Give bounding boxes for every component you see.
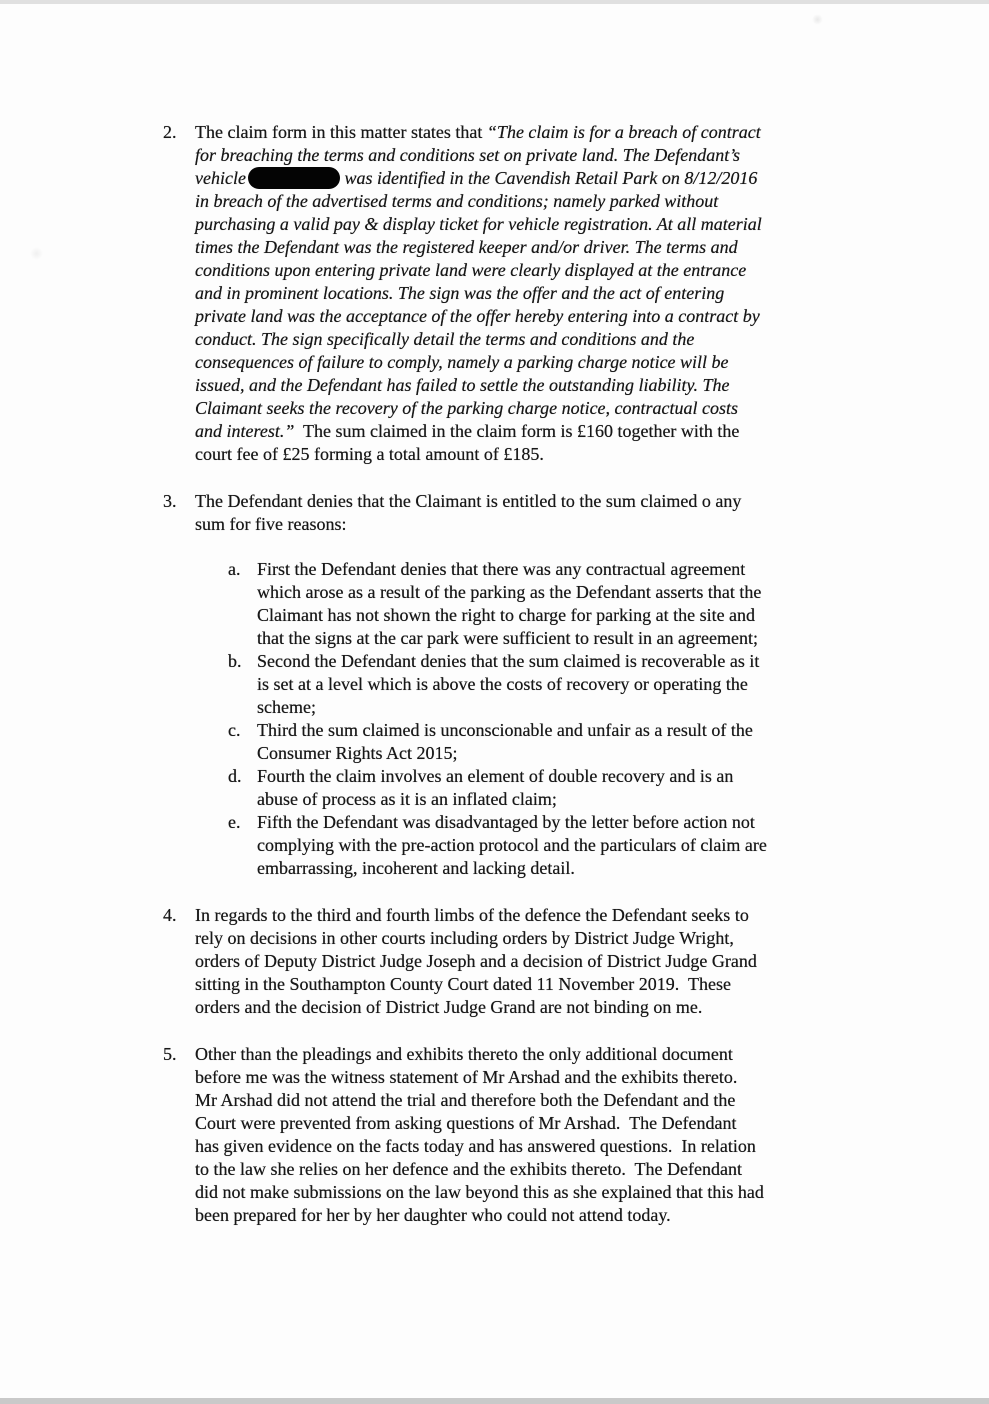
paragraph-number: 2. [163,122,177,142]
text-line [195,121,853,144]
list-item-e [228,811,853,880]
paragraph-text [195,904,853,1019]
reasons-list [228,558,853,880]
text-line: conditions upon entering private land were clearly displayed at the entrance [195,260,747,280]
list-item-b [228,650,853,719]
text-line: Claimant has not shown the right to charge for parking at the site and [257,605,756,625]
text-line: sitting in the Southampton County Court dated 11 November 2019. These [195,974,731,994]
text-line: orders and the decision of District Judge Grand are not binding on me. [195,997,703,1017]
text-line: did not make submissions on the law beyond this as she explained that this had [195,1182,764,1202]
list-item-a [228,558,853,650]
paragraph-text [195,121,853,466]
item-letter: a. [228,559,241,579]
text-line: Second the Defendant denies that the sum claimed is recoverable as it [257,651,760,671]
item-letter: c. [228,720,241,740]
text-line: been prepared for her by her daughter who could not attend today. [195,1205,671,1225]
text-line: which arose as a result of the parking as the Defendant asserts that the [257,582,762,602]
text-line: that the signs at the car park were sufficient to result in an agreement; [257,628,758,648]
text-line: complying with the pre-action protocol and the particulars of claim are [257,835,767,855]
paragraph-5 [163,1043,853,1227]
scan-speck [812,14,823,25]
text-line: Mr Arshad did not attend the trial and therefore both the Defendant and the [195,1090,736,1110]
text-line: is set at a level which is above the costs of recovery or operating the [257,674,748,694]
text-line: The Defendant denies that the Claimant is entitled to the sum claimed o any [195,491,742,511]
text-run: The claim form in this matter states that [195,122,487,142]
text-line: purchasing a valid pay & display ticket for vehicle registration. At all material [195,214,762,234]
text-run: The sum claimed in the claim form is £160 together with the [294,421,740,441]
item-letter: e. [228,812,241,832]
text-line [195,420,853,443]
text-line: for breaching the terms and conditions set on private land. The Defendant’s [195,145,740,165]
text-line: sum for five reasons: [195,514,347,534]
item-text [257,558,853,650]
text-line: issued, and the Defendant has failed to settle the outstanding liability. The [195,375,730,395]
text-line: Claimant seeks the recovery of the parking charge notice, contractual costs [195,398,739,418]
scan-edge-top [0,0,989,4]
text-line: Third the sum claimed is unconscionable and unfair as a result of the [257,720,753,740]
redaction-bar [248,167,340,189]
text-run: vehicle [195,168,246,188]
text-line [195,167,853,190]
text-line: and in prominent locations. The sign was the offer and the act of entering [195,283,725,303]
text-line: to the law she relies on her defence and the exhibits thereto. The Defendant [195,1159,742,1179]
text-line: orders of Deputy District Judge Joseph and a decision of District Judge Grand [195,951,757,971]
scan-speck [30,247,43,260]
text-line: Court were prevented from asking questions of Mr Arshad. The Defendant [195,1113,737,1133]
text-line: scheme; [257,697,316,717]
scan-edge-bottom [0,1398,989,1404]
paragraph-2 [163,121,853,466]
paragraph-text [195,490,853,880]
item-letter: d. [228,766,242,786]
text-line: First the Defendant denies that there was any contractual agreement [257,559,746,579]
text-line: private land was the acceptance of the offer hereby entering into a contract by [195,306,760,326]
list-item-d [228,765,853,811]
paragraph-number: 4. [163,905,177,925]
text-line: before me was the witness statement of Mr Arshad and the exhibits thereto. [195,1067,738,1087]
paragraph-3 [163,490,853,880]
text-line: in breach of the advertised terms and conditions; namely parked without [195,191,719,211]
list-item-c [228,719,853,765]
item-text [257,719,853,765]
text-line: rely on decisions in other courts including orders by District Judge Wright, [195,928,734,948]
text-run: was identified in the Cavendish Retail Park on 8/12/2016 [339,168,758,188]
text-line: embarrassing, incoherent and lacking detail. [257,858,575,878]
page-content [163,121,853,1227]
paragraph-4 [163,904,853,1019]
text-line: Fifth the Defendant was disadvantaged by the letter before action not [257,812,755,832]
paragraph-number: 5. [163,1044,177,1064]
quoted-text-run: and interest.” [195,421,295,441]
paragraph-text [195,1043,853,1227]
text-line: Consumer Rights Act 2015; [257,743,458,763]
text-line: Fourth the claim involves an element of double recovery and is an [257,766,734,786]
text-line: Other than the pleadings and exhibits thereto the only additional document [195,1044,733,1064]
text-line: times the Defendant was the registered keeper and/or driver. The terms and [195,237,738,257]
text-line: has given evidence on the facts today and has answered questions. In relation [195,1136,756,1156]
text-line: consequences of failure to comply, namely a parking charge notice will be [195,352,729,372]
text-line: abuse of process as it is an inflated claim; [257,789,557,809]
text-line: court fee of £25 forming a total amount of £185. [195,444,544,464]
item-text [257,650,853,719]
text-line: conduct. The sign specifically detail the terms and conditions and the [195,329,695,349]
item-letter: b. [228,651,242,671]
text-line: In regards to the third and fourth limbs of the defence the Defendant seeks to [195,905,749,925]
item-text [257,811,853,880]
paragraph-number: 3. [163,491,177,511]
item-text [257,765,853,811]
quoted-text-run: “The claim is for a breach of contract [486,122,761,142]
